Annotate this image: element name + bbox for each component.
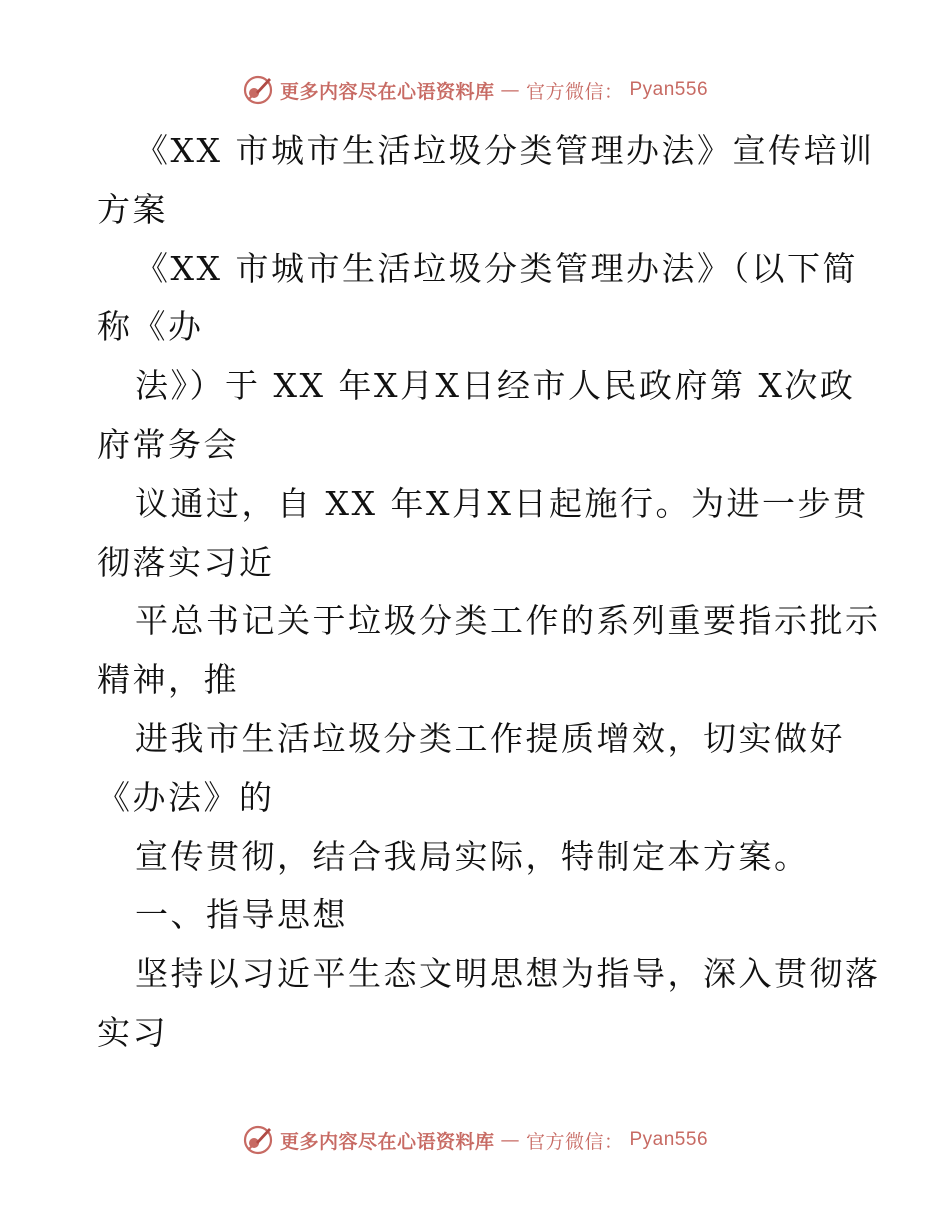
banner-wechat-id: Pyan556	[629, 79, 709, 100]
banner-wechat-label: 官方微信：	[525, 80, 624, 103]
paragraph-line: 议通过，自 XX 年X月X日起施行。为进一步贯	[135, 483, 869, 523]
doc-title-line-2: 方案	[97, 189, 168, 229]
header-banner	[0, 70, 950, 110]
paragraph-line: 称《办	[97, 307, 204, 347]
paragraph-line: 精神，推	[97, 660, 239, 700]
quill-logo-icon	[242, 1124, 274, 1156]
section-heading: 一、指导思想	[135, 895, 348, 935]
paragraph-line: 府常务会	[97, 424, 239, 464]
paragraph-line: 彻落实习近	[97, 542, 275, 582]
footer-banner	[0, 1120, 950, 1160]
paragraph-line: 《XX 市城市生活垃圾分类管理办法》（以下简	[135, 248, 858, 288]
paragraph-line: 法》）于 XX 年X月X日经市人民政府第 X次政	[135, 366, 856, 406]
paragraph-line: 《办法》的	[97, 777, 275, 817]
header-banner-content	[242, 74, 708, 106]
paragraph-line: 进我市生活垃圾分类工作提质增效，切实做好	[135, 718, 845, 758]
quill-logo-icon	[242, 74, 274, 106]
banner-wechat-id: Pyan556	[629, 1129, 709, 1150]
banner-main-text: 更多内容尽在心语资料库	[279, 1130, 495, 1153]
banner-separator: —	[500, 1129, 520, 1151]
paragraph-line: 宣传贯彻，结合我局实际，特制定本方案。	[135, 836, 810, 876]
footer-banner-content	[242, 1124, 708, 1156]
document-body	[97, 122, 881, 1063]
banner-main-text: 更多内容尽在心语资料库	[279, 80, 495, 103]
banner-wechat-label: 官方微信：	[525, 1130, 624, 1153]
paragraph-line: 平总书记关于垃圾分类工作的系列重要指示批示	[135, 601, 881, 641]
banner-separator: —	[500, 79, 520, 101]
doc-title-line-1: 《XX 市城市生活垃圾分类管理办法》宣传培训	[135, 131, 875, 170]
paragraph-line: 实习	[97, 1012, 168, 1052]
paragraph-line: 坚持以习近平生态文明思想为指导，深入贯彻落	[135, 954, 881, 994]
